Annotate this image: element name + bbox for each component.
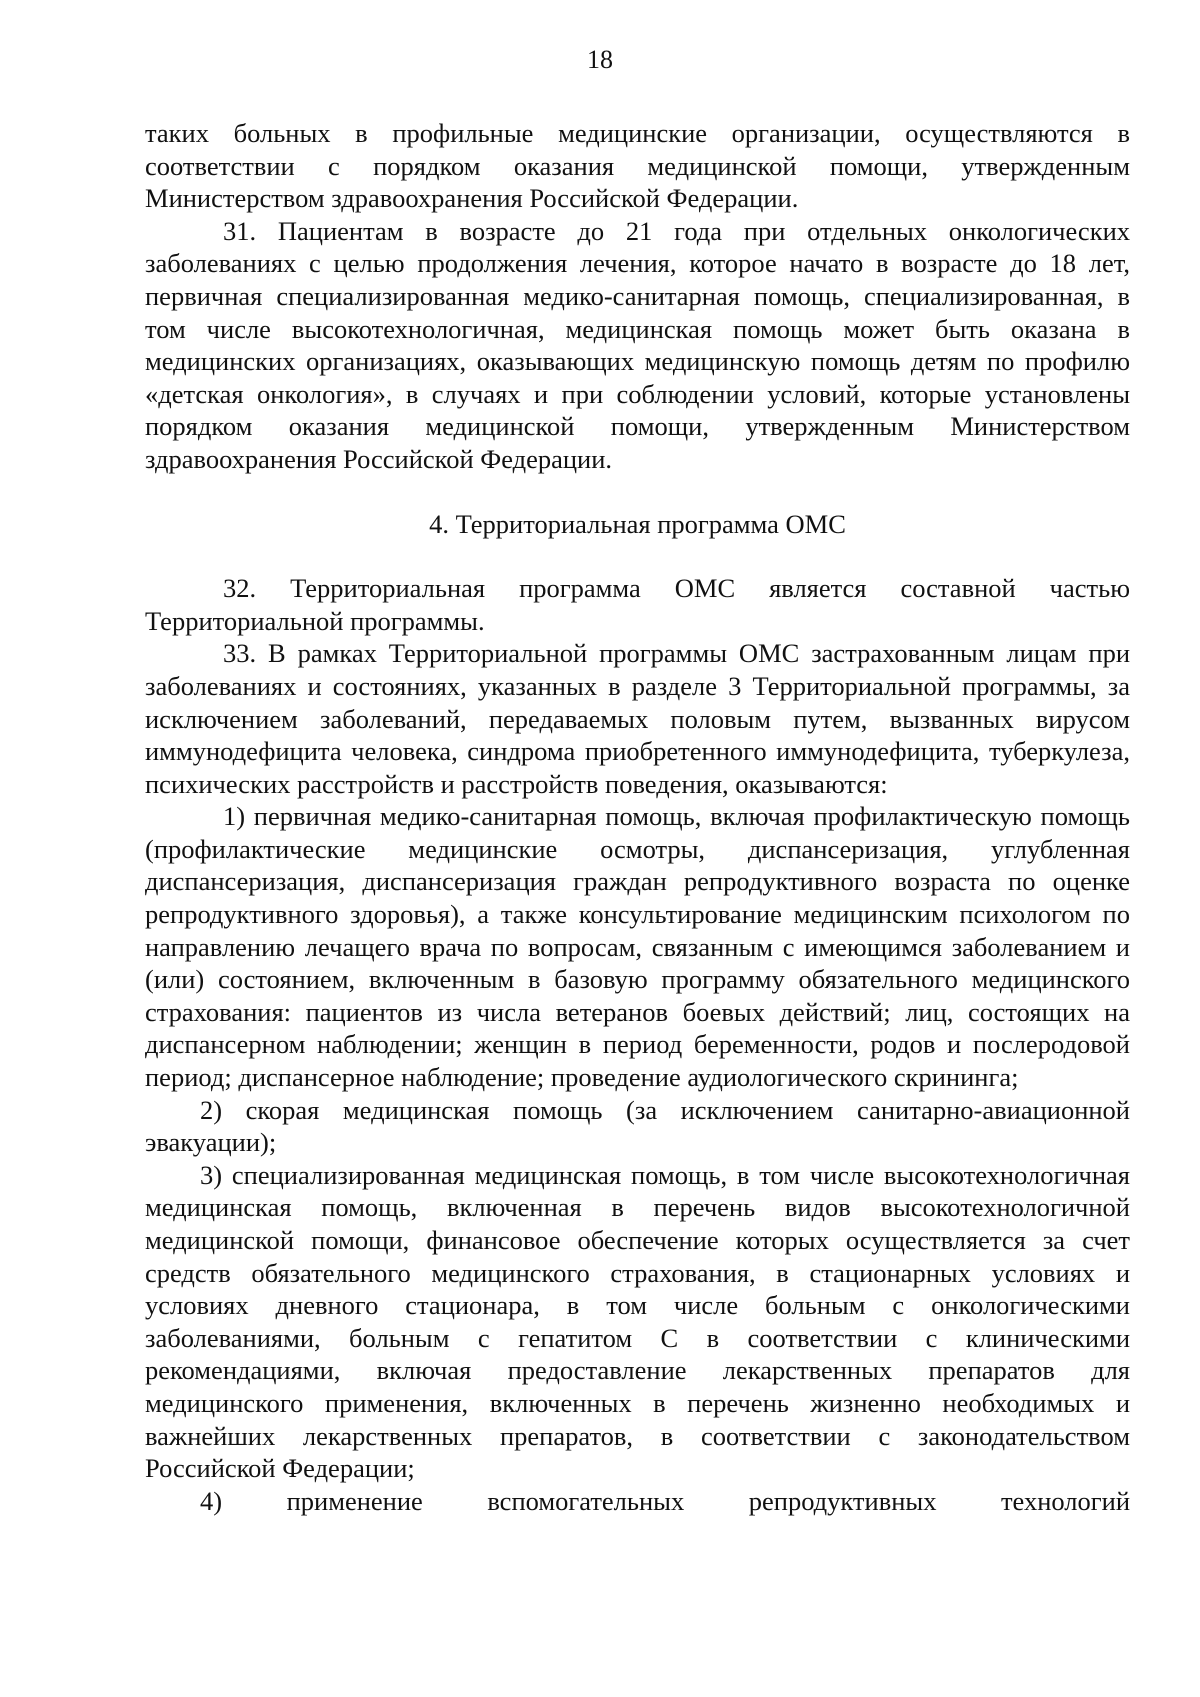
document-body (145, 117, 1130, 1517)
section-heading: 4. Территориальная программа ОМС (429, 508, 846, 539)
paragraph-31: 31. Пациентам в возрасте до 21 года при отдельных онкологических заболеваниях с целью продолжения лечения, которое начато в возрасте до 18 лет, первичная специализированная медико-санитарная помощь, специализированная, в том числе высокотехнологичная, медицинская помощь может быть оказана в медицинских организациях, оказывающих медицинскую помощь детям по профилю «детская онкология», в случаях и при соблюдении условий, которые установлены порядком оказания медицинской помощи, утвержденным Министерством здравоохранения Российской Федерации. (145, 215, 1130, 474)
paragraph-continuation: таких больных в профильные медицинские организации, осуществляются в соответствии с порядком оказания медицинской помощи, утвержденным Министерством здравоохранения Российской Федерации. (145, 118, 1130, 214)
list-item-2: 2) скорая медицинская помощь (за исключением санитарно-авиационной эвакуации); (145, 1094, 1130, 1158)
paragraph-33: 33. В рамках Территориальной программы ОМС застрахованным лицам при заболеваниях и состояниях, указанных в разделе 3 Территориальной программы, за исключением заболеваний, передаваемых половым путем, вызванных вирусом иммунодефицита человека, синдрома приобретенного иммунодефицита, туберкулеза, психических расстройств и расстройств поведения, оказываются: (145, 638, 1130, 799)
list-item-3: 3) специализированная медицинская помощь, в том числе высокотехнологичная медицинская помощь, включенная в перечень видов высокотехнологичной медицинской помощи, финансовое обеспечение которых осуществляется за счет средств обязательного медицинского страхования, в стационарных условиях и условиях дневного стационара, в том числе больным с онкологическими заболеваниями, больным с гепатитом С в соответствии с клиническими рекомендациями, включая предоставление лекарственных препаратов для медицинского применения, включенных в перечень жизненно необходимых и важнейших лекарственных препаратов, в соответствии с законодательством Российской Федерации; (145, 1159, 1130, 1484)
page-number: 18 (587, 45, 613, 74)
paragraph-32: 32. Территориальная программа ОМС является составной частью Территориальной программы. (145, 573, 1130, 636)
list-item-4: 4) применение вспомогательных репродуктивных технологий (200, 1485, 1130, 1516)
list-item-1: 1) первичная медико-санитарная помощь, включая профилактическую помощь (профилактические медицинские осмотры, диспансеризация, углубленная диспансеризация, диспансеризация граждан репродуктивного возраста по оценке репродуктивного здоровья), а также консультирование медицинским психологом по направлению лечащего врача по вопросам, связанным с имеющимся заболеванием и (или) состоянием, включенным в базовую программу обязательного медицинского страхования: пациентов из числа ветеранов боевых действий; лиц, состоящих на диспансерном наблюдении; женщин в период беременности, родов и послеродовой период; диспансерное наблюдение; проведение аудиологического скрининга; (145, 801, 1130, 1093)
